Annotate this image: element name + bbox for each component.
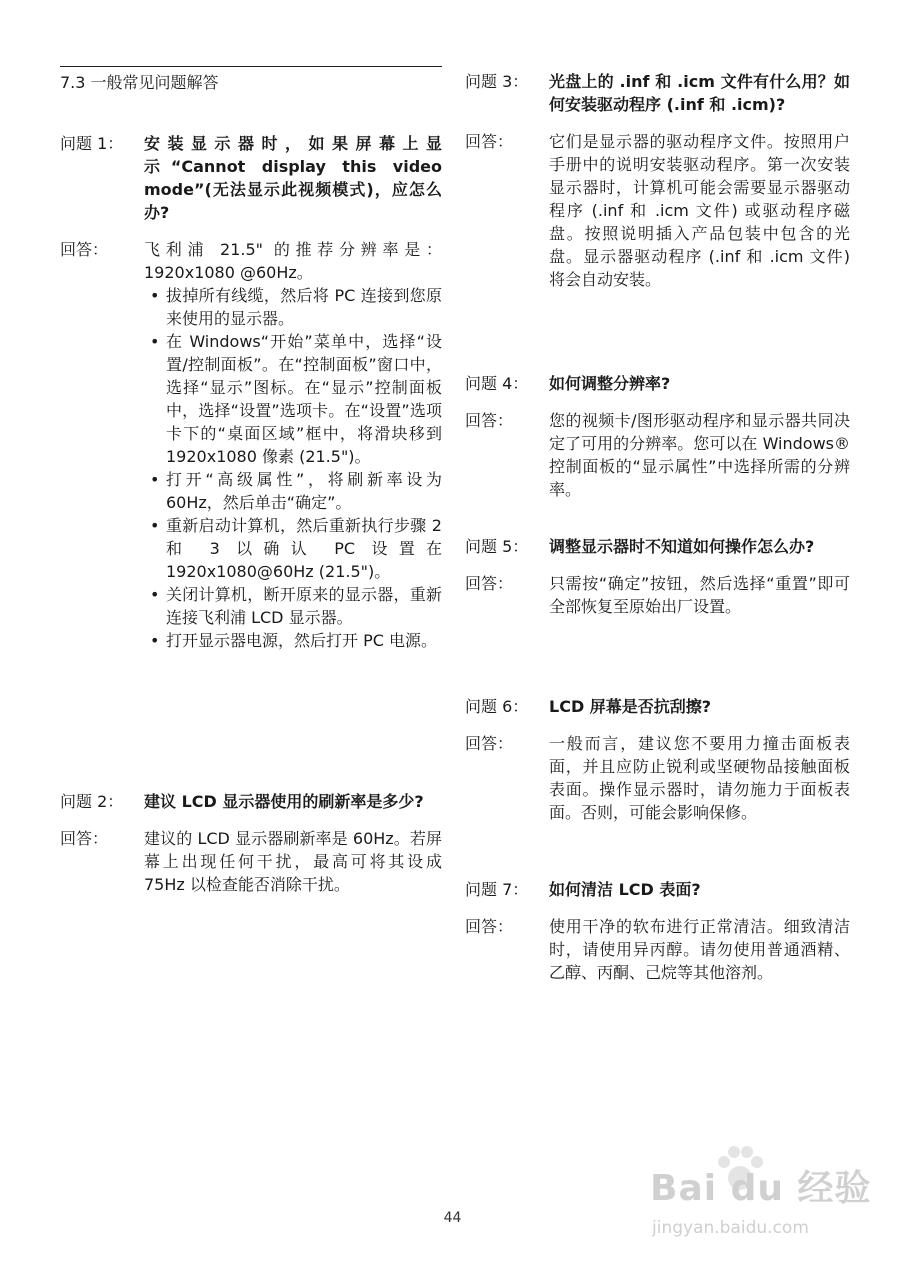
answer-body [144, 238, 442, 652]
answer-text: 建议的 LCD 显示器刷新率是 60Hz。若屏幕上出现任何干扰，最高可将其设成 75Hz 以检查能否消除干扰。 [144, 829, 442, 894]
answer-intro: 飞利浦 21.5" 的推荐分辨率是：1920x1080 @60Hz。 [144, 240, 442, 282]
answer-label: 回答： [465, 411, 514, 430]
watermark-url: jingyan.baidu.com [652, 1218, 809, 1238]
answer-text: 它们是显示器的驱动程序文件。按照用户手册中的说明安装驱动程序。第一次安装显示器时，计算机可能会需要显示器驱动程序 (.inf 和 .icm 文件) 或驱动程序磁盘。按照说明插入产品包装中包含的光盘。显示器驱动程序 (.inf 和 .icm 文件) 将会自动安装。 [549, 132, 850, 289]
answer-text: 使用干净的软布进行正常清洁。细致清洁时，请使用异丙醇。请勿使用普通酒精、乙醇、丙酮、己烷等其他溶剂。 [549, 917, 850, 982]
question-label: 问题 5： [465, 537, 529, 556]
answer-5 [465, 572, 850, 618]
question-label: 问题 3： [465, 72, 529, 91]
question-5 [465, 535, 850, 558]
bullet-icon: • [150, 585, 160, 604]
answer-label: 回答： [60, 829, 109, 848]
answer-text: 您的视频卡/图形驱动程序和显示器共同决定了可用的分辨率。您可以在 Windows® 控制面板的“显示属性”中选择所需的分辨率。 [549, 411, 850, 499]
answer-label: 回答： [465, 917, 514, 936]
question-7 [465, 878, 850, 901]
faq-item-7 [465, 878, 850, 998]
question-text: LCD 屏幕是否抗刮擦? [549, 697, 712, 716]
question-1 [60, 132, 442, 224]
question-6 [465, 695, 850, 718]
answer-2 [60, 827, 442, 896]
answer-label: 回答： [465, 734, 514, 753]
question-label: 问题 6： [465, 697, 529, 716]
faq-item-4 [465, 372, 850, 515]
faq-item-6 [465, 695, 850, 838]
watermark-logo: Bai du 经验 [650, 1168, 872, 1209]
bullet-icon: • [150, 631, 160, 650]
answer-6 [465, 732, 850, 824]
answer-4 [465, 409, 850, 501]
answer-1 [60, 238, 442, 652]
bullet-icon: • [150, 470, 160, 489]
question-text: 如何调整分辨率? [549, 374, 671, 393]
question-4 [465, 372, 850, 395]
question-label: 问题 2： [60, 792, 124, 811]
baidu-jingyan-watermark [640, 1140, 880, 1260]
question-3 [465, 70, 850, 116]
question-text: 安装显示器时，如果屏幕上显示“Cannot display this video mode”(无法显示此视频模式)，应怎么办? [144, 134, 442, 222]
faq-item-3 [465, 70, 850, 305]
question-label: 问题 4： [465, 374, 529, 393]
list-item: • 在 Windows“开始”菜单中，选择“设置/控制面板”。在“控制面板”窗口中，选择“显示”图标。在“显示”控制面板中，选择“设置”选项卡。在“设置”选项卡下的“桌面区域”框中，将滑块移到 1920x1080 像素 (21.5")。 [150, 332, 442, 466]
faq-item-2 [60, 790, 442, 910]
faq-item-1 [60, 132, 442, 666]
question-label: 问题 1： [60, 134, 124, 153]
list-item: • 重新启动计算机，然后重新执行步骤 2 和 3 以确认 PC 设置在 1920x1080@60Hz (21.5")。 [150, 516, 442, 581]
bullet-icon: • [150, 286, 160, 305]
answer-text: 一般而言，建议您不要用力撞击面板表面，并且应防止锐利或坚硬物品接触面板表面。操作显示器时，请勿施力于面板表面。否则，可能会影响保修。 [549, 734, 850, 822]
bullet-icon: • [150, 332, 160, 351]
answer-label: 回答： [465, 574, 514, 593]
page-number: 44 [443, 1210, 462, 1226]
question-text: 调整显示器时不知道如何操作怎么办? [549, 537, 815, 556]
answer-steps-list [144, 284, 442, 652]
question-label: 问题 7： [465, 880, 529, 899]
section-title: 7.3 一般常见问题解答 [60, 66, 442, 94]
answer-7 [465, 915, 850, 984]
question-text: 光盘上的 .inf 和 .icm 文件有什么用？如何安装驱动程序 (.inf 和 .icm)? [549, 72, 850, 114]
bullet-icon: • [150, 516, 160, 535]
answer-label: 回答： [465, 132, 514, 151]
answer-text: 只需按“确定”按钮，然后选择“重置”即可全部恢复至原始出厂设置。 [549, 574, 850, 616]
list-item: • 打开显示器电源，然后打开 PC 电源。 [150, 631, 437, 650]
answer-3 [465, 130, 850, 291]
question-2 [60, 790, 442, 813]
answer-label: 回答： [60, 240, 109, 259]
list-item: • 打开“高级属性”，将刷新率设为 60Hz，然后单击“确定”。 [150, 470, 442, 512]
question-text: 建议 LCD 显示器使用的刷新率是多少? [144, 792, 424, 811]
list-item: • 关闭计算机，断开原来的显示器，重新连接飞利浦 LCD 显示器。 [150, 585, 442, 627]
faq-item-5 [465, 535, 850, 632]
list-item: • 拔掉所有线缆，然后将 PC 连接到您原来使用的显示器。 [150, 286, 442, 328]
question-text: 如何清洁 LCD 表面? [549, 880, 701, 899]
